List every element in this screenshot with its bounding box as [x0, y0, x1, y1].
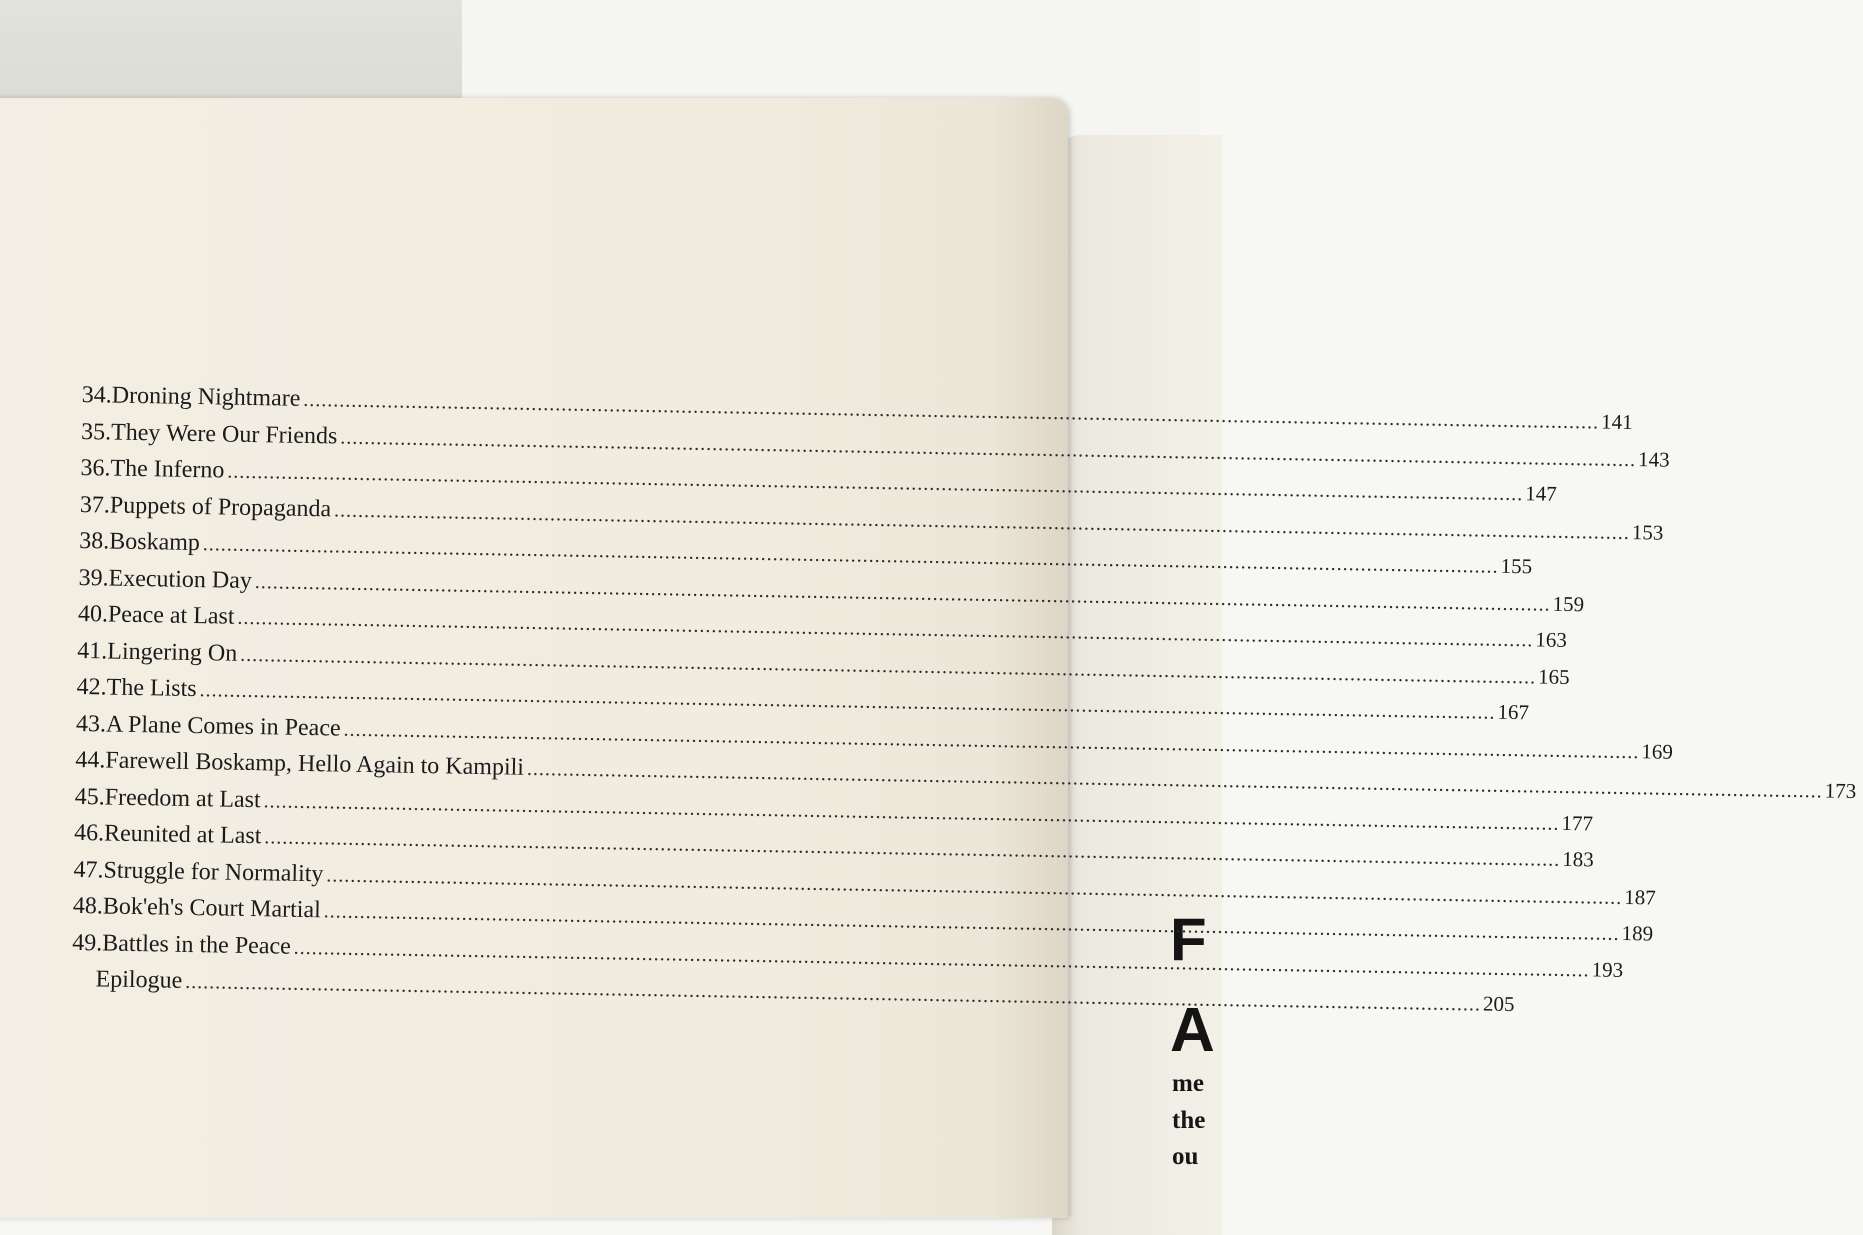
toc-page-number: 147 — [1525, 481, 1557, 506]
toc-page-number: 165 — [1537, 663, 1570, 689]
toc-chapter-title: The Lists — [106, 674, 197, 703]
toc-chapter-number: 46. — [73, 819, 105, 847]
toc-epilogue-title: Epilogue — [95, 966, 183, 994]
toc-chapter-title: Lingering On — [107, 637, 238, 667]
toc-chapter-number: 45. — [74, 783, 105, 810]
toc-chapter-title: Reunited at Last — [103, 820, 262, 850]
toc-page-number: 173 — [1824, 778, 1857, 804]
toc-chapter-title: They Were Our Friends — [110, 419, 338, 449]
toc-chapter-number: 49. — [71, 929, 103, 956]
toc-chapter-title: Boskamp — [108, 528, 201, 557]
toc-page-number: 159 — [1552, 591, 1585, 616]
toc-page-number: 167 — [1497, 699, 1530, 725]
underlying-sheet — [0, 0, 462, 110]
toc-chapter-number: 44. — [75, 746, 106, 774]
toc-chapter-number: 41. — [77, 637, 108, 664]
facing-page-drop-letter-f: F — [1170, 906, 1207, 973]
toc-chapter-number: 48. — [72, 892, 104, 920]
toc-chapter-number: 36. — [80, 454, 111, 482]
toc-chapter-title: A Plane Comes in Peace — [105, 710, 341, 742]
toc-chapter-number: 39. — [78, 564, 109, 591]
toc-page-number: 177 — [1561, 810, 1594, 835]
toc-chapter-number: 47. — [73, 856, 104, 883]
toc-chapter-number: 40. — [77, 600, 109, 628]
toc-chapter-title: Puppets of Propaganda — [109, 492, 332, 522]
toc-chapter-title: Execution Day — [108, 564, 253, 594]
toc-page-number: 187 — [1624, 884, 1656, 910]
toc-page-number: 163 — [1535, 627, 1568, 652]
toc-chapter-title: Bok'eh's Court Martial — [102, 893, 322, 924]
toc-chapter-number: 37. — [79, 491, 111, 519]
toc-chapter-number: 35. — [80, 418, 112, 446]
facing-page-fragment-2: the — [1172, 1107, 1206, 1134]
toc-page-number: 155 — [1500, 553, 1533, 579]
toc-chapter-title: Peace at Last — [107, 601, 235, 630]
toc-chapter-number: 43. — [75, 710, 107, 737]
table-of-contents — [71, 382, 1857, 1019]
toc-chapter-number: 38. — [78, 527, 110, 555]
facing-page — [1052, 135, 1222, 1235]
toc-page-number: 193 — [1591, 956, 1624, 982]
toc-page-number: 205 — [1482, 991, 1515, 1017]
toc-page-number: 153 — [1631, 519, 1664, 545]
toc-page-number: 141 — [1600, 409, 1633, 435]
facing-page-fragment-1: me — [1172, 1070, 1204, 1097]
toc-chapter-title: The Inferno — [110, 455, 225, 484]
toc-page-number: 183 — [1561, 846, 1594, 872]
toc-page-number: 143 — [1637, 446, 1670, 472]
toc-page-number: 169 — [1641, 738, 1674, 764]
toc-chapter-number: 34. — [81, 382, 112, 409]
toc-chapter-title: Freedom at Last — [104, 783, 261, 813]
toc-chapter-number: 42. — [76, 673, 107, 701]
facing-page-fragment-3: ou — [1172, 1143, 1199, 1170]
facing-page-drop-letter-a: A — [1170, 996, 1215, 1065]
toc-chapter-title: Droning Nightmare — [111, 382, 301, 412]
toc-chapter-title: Battles in the Peace — [101, 929, 292, 960]
toc-chapter-title: Struggle for Normality — [103, 856, 324, 887]
toc-chapter-title: Farewell Boskamp, Hello Again to Kampili — [105, 747, 525, 781]
toc-page-number: 189 — [1621, 920, 1654, 946]
